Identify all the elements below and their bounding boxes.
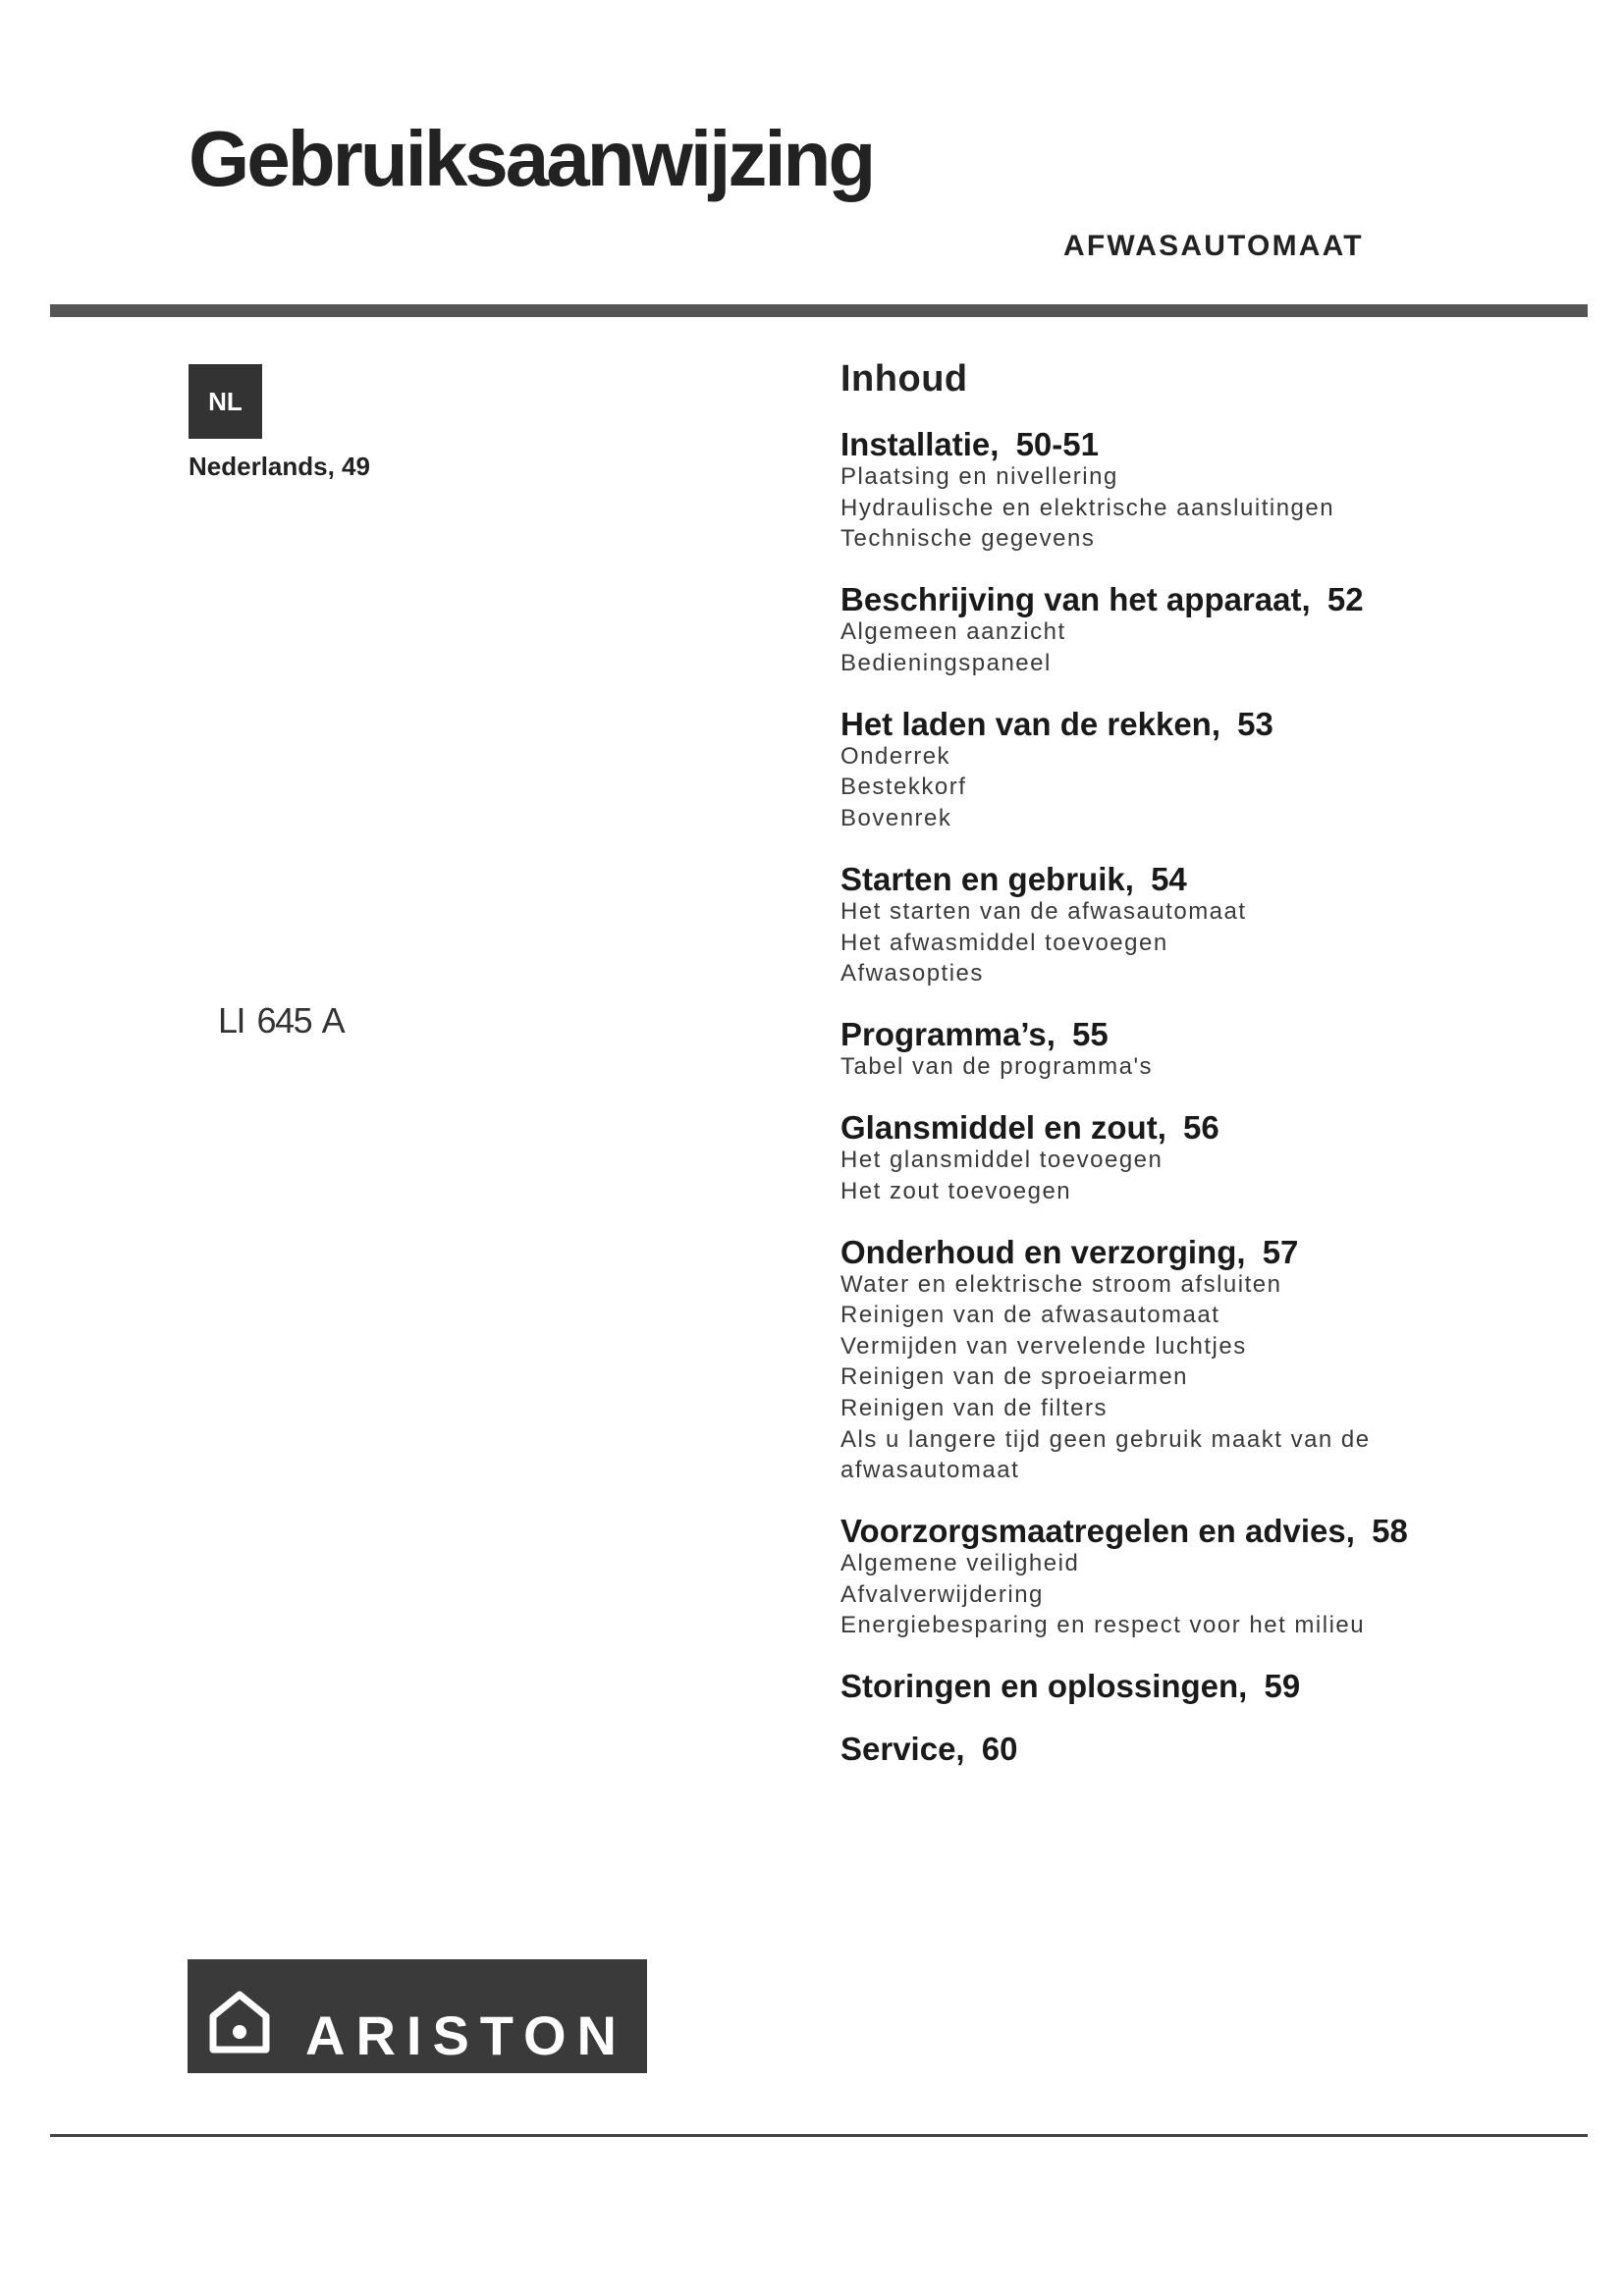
toc-item: Algemene veiligheid — [840, 1550, 1080, 1577]
toc-item: Energiebesparing en respect voor het milieu — [840, 1612, 1366, 1639]
toc-item: Water en elektrische stroom afsluiten — [840, 1270, 1282, 1298]
toc-page-number: 56 — [1183, 1109, 1219, 1147]
footer-divider — [50, 2134, 1588, 2137]
toc-section-glansmiddel — [840, 1110, 1469, 1206]
toc-section-title: Service, — [840, 1730, 965, 1767]
toc-section-beschrijving — [840, 582, 1469, 678]
toc-page-number: 57 — [1262, 1233, 1299, 1270]
toc-section-title: Beschrijving van het apparaat, — [840, 581, 1311, 618]
toc-item: Het zout toevoegen — [840, 1177, 1072, 1204]
toc-item: Reinigen van de afwasautomaat — [840, 1302, 1220, 1329]
toc-item: Afvalverwijdering — [840, 1580, 1044, 1608]
toc-item: Het afwasmiddel toevoegen — [840, 929, 1168, 956]
toc-item: Bovenrek — [840, 804, 952, 831]
toc-section-heading — [840, 862, 1469, 896]
product-type: AFWASAUTOMAAT — [1063, 230, 1364, 262]
language-badge: NL — [189, 364, 262, 439]
toc-item: Algemeen aanzicht — [840, 618, 1066, 646]
toc-section-title: Het laden van de rekken, — [840, 705, 1220, 742]
ariston-logo — [188, 1959, 647, 2073]
toc-section-title: Installatie, — [840, 426, 1000, 462]
ariston-house-icon — [208, 1990, 271, 2055]
toc-item: Vermijden van vervelende luchtjes — [840, 1332, 1247, 1360]
toc-section-storingen — [840, 1669, 1469, 1703]
toc-section-starten — [840, 862, 1469, 989]
toc-section-onderhoud — [840, 1235, 1469, 1486]
toc-section-heading — [840, 582, 1469, 616]
toc-page-number: 60 — [981, 1730, 1018, 1767]
toc-section-title: Programma’s, — [840, 1016, 1056, 1053]
language-label: Nederlands, 49 — [189, 452, 370, 481]
toc-section-installatie — [840, 427, 1469, 555]
toc-section-programmas — [840, 1017, 1469, 1083]
document-title: Gebruiksaanwijzing — [189, 115, 874, 202]
toc-page-number: 54 — [1151, 860, 1187, 897]
toc-item: Technische gegevens — [840, 525, 1096, 553]
toc-item: Het starten van de afwasautomaat — [840, 897, 1247, 925]
toc-section-title: Onderhoud en verzorging, — [840, 1233, 1246, 1270]
toc-section-heading — [840, 1669, 1469, 1703]
toc-item: Onderrek — [840, 742, 951, 770]
toc-section-laden — [840, 707, 1469, 834]
toc-section-title: Voorzorgsmaatregelen en advies, — [840, 1513, 1355, 1550]
toc-item: Reinigen van de filters — [840, 1395, 1108, 1422]
toc-item: Reinigen van de sproeiarmen — [840, 1363, 1189, 1391]
toc-section-heading — [840, 1110, 1469, 1145]
toc-section-heading — [840, 707, 1469, 741]
toc-item: Als u langere tijd geen gebruik maakt van de afwasautomaat — [840, 1425, 1371, 1484]
toc-section-voorzorgsmaatregelen — [840, 1514, 1469, 1641]
header-divider — [50, 304, 1588, 317]
toc-page-number: 55 — [1072, 1016, 1109, 1053]
toc-section-title: Storingen en oplossingen, — [840, 1668, 1248, 1705]
toc-page-number: 58 — [1372, 1513, 1408, 1550]
table-of-contents — [840, 427, 1469, 1793]
toc-section-heading — [840, 1017, 1469, 1051]
toc-item: Plaatsing en nivellering — [840, 463, 1118, 490]
toc-section-heading — [840, 427, 1469, 461]
toc-heading: Inhoud — [840, 358, 968, 400]
toc-page-number: 50-51 — [1015, 426, 1099, 462]
toc-item: Tabel van de programma's — [840, 1053, 1154, 1081]
toc-section-heading — [840, 1235, 1469, 1269]
toc-item: Bestekkorf — [840, 774, 967, 801]
toc-page-number: 59 — [1264, 1668, 1301, 1705]
toc-section-service — [840, 1732, 1469, 1766]
toc-page-number: 52 — [1326, 581, 1364, 618]
toc-item: Hydraulische en elektrische aansluitingen — [840, 494, 1335, 521]
toc-item: Afwasopties — [840, 960, 984, 988]
toc-section-title: Starten en gebruik, — [840, 860, 1134, 897]
brand-name: ARISTON — [305, 2004, 627, 2066]
toc-item: Bedieningspaneel — [840, 649, 1052, 676]
toc-page-number: 53 — [1237, 705, 1273, 742]
toc-item: Het glansmiddel toevoegen — [840, 1147, 1164, 1174]
toc-section-title: Glansmiddel en zout, — [840, 1109, 1166, 1147]
toc-section-heading — [840, 1732, 1469, 1766]
toc-section-heading — [840, 1514, 1469, 1548]
model-number: LI 645 A — [218, 1000, 345, 1041]
